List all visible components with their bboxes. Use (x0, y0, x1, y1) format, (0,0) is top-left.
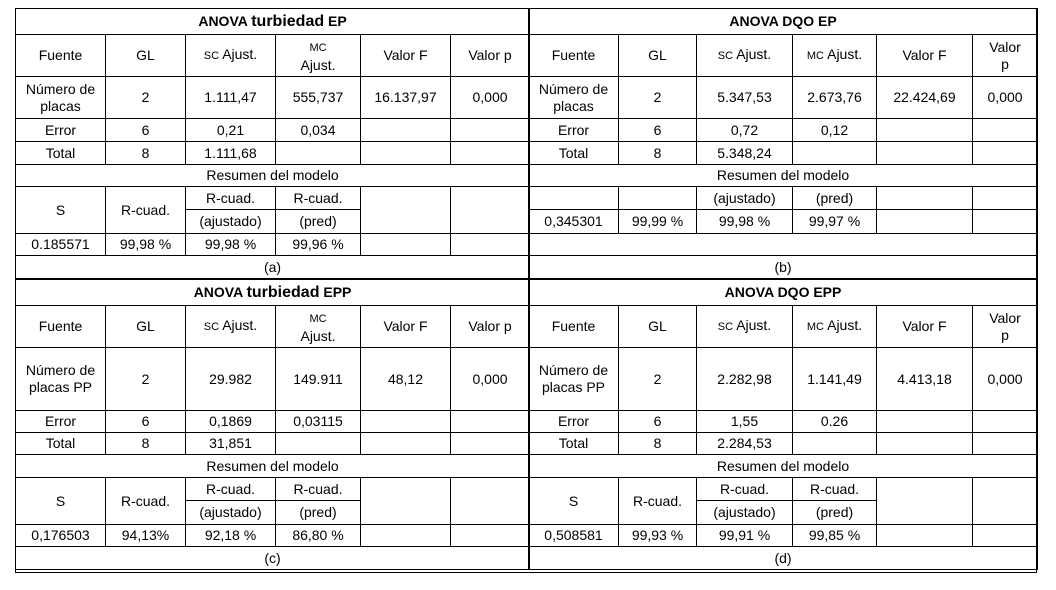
header-fuente: Fuente (529, 35, 619, 77)
table-row (16, 411, 530, 433)
empty-cell (361, 478, 451, 525)
table-row (529, 142, 1038, 165)
header-gl: GL (106, 306, 186, 348)
cell-p (973, 433, 1038, 455)
cell-mc: 0,034 (276, 119, 361, 142)
cell-fuente: Error (529, 119, 619, 142)
cell-p (451, 433, 530, 455)
header-valor-p: Valor p (973, 306, 1038, 348)
table-row (529, 348, 1038, 411)
summary-header-r2pred: R-cuad. (793, 478, 877, 501)
header-fuente: Fuente (16, 306, 106, 348)
summary-header-r2: R-cuad. (106, 478, 186, 525)
cell-f: 4.413,18 (877, 348, 973, 411)
cell-mc: 555,737 (276, 77, 361, 119)
summary-header-r2adj: R-cuad. (186, 478, 276, 501)
empty-cell (877, 187, 973, 210)
summary-values-row (529, 525, 1038, 547)
header-gl: GL (619, 35, 697, 77)
cell-sc: 1.111,47 (186, 77, 276, 119)
cell-gl: 2 (106, 77, 186, 119)
summary-r2: 99,93 % (619, 525, 697, 547)
cell-f: 22.424,69 (877, 77, 973, 119)
cell-gl: 8 (619, 142, 697, 165)
cell-gl: 6 (106, 411, 186, 433)
header-valor-p: Valor p (451, 306, 530, 348)
cell-mc: 1.141,49 (793, 348, 877, 411)
cell-f (877, 433, 973, 455)
empty-cell (451, 234, 530, 256)
cell-mc: 2.673,76 (793, 77, 877, 119)
cell-mc (793, 142, 877, 165)
cell-p (973, 119, 1038, 142)
header-fuente: Fuente (529, 306, 619, 348)
summary-header-s: S (16, 478, 106, 525)
cell-mc (276, 142, 361, 165)
summary-r2adj: 92,18 % (186, 525, 276, 547)
cell-sc: 0,21 (186, 119, 276, 142)
model-summary-label: Resumen del modelo (529, 165, 1038, 187)
summary-values-row (16, 525, 530, 547)
table-row (16, 433, 530, 455)
cell-mc: 0.26 (793, 411, 877, 433)
empty-cell (877, 525, 973, 547)
summary-header-r2pred: R-cuad. (276, 478, 361, 501)
header-valor-f: Valor F (361, 35, 451, 77)
header-row (529, 306, 1038, 348)
cell-p: 0,000 (451, 348, 530, 411)
cell-f (877, 411, 973, 433)
table-row (529, 77, 1038, 119)
cell-mc (276, 433, 361, 455)
summary-r2pred: 86,80 % (276, 525, 361, 547)
summary-values-row (16, 234, 530, 256)
anova-results-sheet (15, 8, 1037, 573)
cell-sc: 0,1869 (186, 411, 276, 433)
panel-d-anova-dqo-epp (528, 279, 1037, 570)
cell-p (451, 119, 530, 142)
summary-header-s: S (16, 187, 106, 234)
summary-header-r2: R-cuad. (106, 187, 186, 234)
cell-mc: 149.911 (276, 348, 361, 411)
summary-header-r2pred: (pred) (793, 187, 877, 210)
cell-fuente: Error (16, 411, 106, 433)
empty-cell (973, 478, 1038, 525)
model-summary-label: Resumen del modelo (16, 165, 530, 187)
header-gl: GL (106, 35, 186, 77)
cell-fuente: Error (529, 411, 619, 433)
cell-gl: 2 (106, 348, 186, 411)
summary-header-r2pred-sub: (pred) (276, 501, 361, 525)
header-mc-ajust: MC Ajust. (793, 35, 877, 77)
panel-caption: (b) (529, 256, 1038, 279)
summary-r2pred: 99,97 % (793, 210, 877, 234)
header-mc-ajust: MC Ajust. (793, 306, 877, 348)
summary-header-s: S (529, 478, 619, 525)
header-mc-ajust: MC Ajust. (276, 306, 361, 348)
table-row (16, 77, 530, 119)
cell-fuente: Total (529, 433, 619, 455)
summary-s: 0,176503 (16, 525, 106, 547)
summary-r2: 99,99 % (619, 210, 697, 234)
summary-header-r2pred-sub: (pred) (276, 210, 361, 234)
summary-s: 0.185571 (16, 234, 106, 256)
empty-cell (361, 234, 451, 256)
cell-sc: 1,55 (697, 411, 793, 433)
cell-fuente: Número de placas (529, 77, 619, 119)
cell-p: 0,000 (451, 77, 530, 119)
summary-r2pred: 99,85 % (793, 525, 877, 547)
empty-cell (451, 187, 530, 234)
header-valor-f: Valor F (361, 306, 451, 348)
cell-p (973, 142, 1038, 165)
table-row (16, 119, 530, 142)
summary-header-r2: R-cuad. (619, 478, 697, 525)
header-row (16, 35, 530, 77)
panel-caption: (a) (16, 256, 530, 279)
header-row (529, 35, 1038, 77)
summary-header-r2adj: R-cuad. (697, 478, 793, 501)
cell-gl: 8 (619, 433, 697, 455)
panel-title: ANOVA turbiedad EPP (16, 280, 530, 306)
header-sc-ajust: SC Ajust. (186, 35, 276, 77)
header-fuente: Fuente (16, 35, 106, 77)
panel-title: ANOVA turbiedad EP (16, 9, 530, 35)
header-sc-ajust: SC Ajust. (697, 35, 793, 77)
cell-gl: 6 (619, 411, 697, 433)
cell-sc: 2.284,53 (697, 433, 793, 455)
cell-fuente: Total (529, 142, 619, 165)
summary-header-r2pred: R-cuad. (276, 187, 361, 210)
header-mc-ajust: MC Ajust. (276, 35, 361, 77)
empty-cell (973, 525, 1038, 547)
cell-fuente: Error (16, 119, 106, 142)
cell-gl: 6 (106, 119, 186, 142)
panel-b-anova-dqo-ep (528, 8, 1037, 279)
cell-f: 48,12 (361, 348, 451, 411)
cell-gl: 2 (619, 348, 697, 411)
cell-mc: 0,12 (793, 119, 877, 142)
empty-cell (451, 525, 530, 547)
summary-header-r2adj-sub: (ajustado) (697, 501, 793, 525)
cell-f (361, 411, 451, 433)
empty-row (529, 234, 1038, 256)
cell-gl: 6 (619, 119, 697, 142)
header-valor-p: Valor p (973, 35, 1038, 77)
header-valor-p: Valor p (451, 35, 530, 77)
summary-header-r2adj-sub: (ajustado) (186, 210, 276, 234)
summary-r2pred: 99,96 % (276, 234, 361, 256)
cell-sc: 2.282,98 (697, 348, 793, 411)
cell-sc: 29.982 (186, 348, 276, 411)
summary-r2adj: 99,98 % (697, 210, 793, 234)
cell-sc: 5.348,24 (697, 142, 793, 165)
panel-a-anova-turbiedad-ep (15, 8, 529, 279)
empty-cell (877, 210, 973, 234)
cell-sc: 5.347,53 (697, 77, 793, 119)
cell-sc: 1.111,68 (186, 142, 276, 165)
summary-header-r2adj: (ajustado) (697, 187, 793, 210)
summary-header-r2adj: R-cuad. (186, 187, 276, 210)
empty-cell (451, 478, 530, 525)
cell-gl: 8 (106, 142, 186, 165)
cell-fuente: Total (16, 433, 106, 455)
cell-gl: 2 (619, 77, 697, 119)
summary-s: 0,508581 (529, 525, 619, 547)
summary-r2: 99,98 % (106, 234, 186, 256)
empty-cell (973, 187, 1038, 210)
header-gl: GL (619, 306, 697, 348)
panel-caption: (d) (529, 547, 1038, 570)
table-row (529, 433, 1038, 455)
header-sc-ajust: SC Ajust. (186, 306, 276, 348)
cell-fuente: Número de placas PP (529, 348, 619, 411)
cell-sc: 0,72 (697, 119, 793, 142)
model-summary-label: Resumen del modelo (16, 455, 530, 478)
cell-p (973, 411, 1038, 433)
cell-f (361, 433, 451, 455)
summary-s: 0,345301 (529, 210, 619, 234)
empty-cell (877, 478, 973, 525)
cell-f (877, 119, 973, 142)
table-row (529, 119, 1038, 142)
summary-header-r2adj-sub: (ajustado) (186, 501, 276, 525)
empty-cell (361, 525, 451, 547)
table-row (16, 142, 530, 165)
empty-cell (361, 187, 451, 234)
cell-fuente: Total (16, 142, 106, 165)
cell-p (451, 411, 530, 433)
cell-f: 16.137,97 (361, 77, 451, 119)
cell-fuente: Número de placas PP (16, 348, 106, 411)
header-sc-ajust: SC Ajust. (697, 306, 793, 348)
empty-cell (973, 210, 1038, 234)
table-row (16, 348, 530, 411)
cell-p (451, 142, 530, 165)
empty-cell (529, 187, 619, 210)
summary-r2: 94,13% (106, 525, 186, 547)
model-summary-label: Resumen del modelo (529, 455, 1038, 478)
header-valor-f: Valor F (877, 306, 973, 348)
cell-mc (793, 433, 877, 455)
cell-f (361, 119, 451, 142)
cell-p: 0,000 (973, 348, 1038, 411)
summary-r2adj: 99,98 % (186, 234, 276, 256)
cell-mc: 0,03115 (276, 411, 361, 433)
cell-f (877, 142, 973, 165)
summary-values-row (529, 210, 1038, 234)
panel-title: ANOVA DQO EPP (529, 280, 1038, 306)
summary-header-r2pred-sub: (pred) (793, 501, 877, 525)
summary-r2adj: 99,91 % (697, 525, 793, 547)
cell-fuente: Número de placas (16, 77, 106, 119)
cell-f (361, 142, 451, 165)
header-valor-f: Valor F (877, 35, 973, 77)
cell-gl: 8 (106, 433, 186, 455)
empty-cell (619, 187, 697, 210)
panel-caption: (c) (16, 547, 530, 570)
header-row (16, 306, 530, 348)
panel-c-anova-turbiedad-epp (15, 279, 529, 570)
table-row (529, 411, 1038, 433)
cell-p: 0,000 (973, 77, 1038, 119)
panel-title: ANOVA DQO EP (529, 9, 1038, 35)
cell-sc: 31,851 (186, 433, 276, 455)
